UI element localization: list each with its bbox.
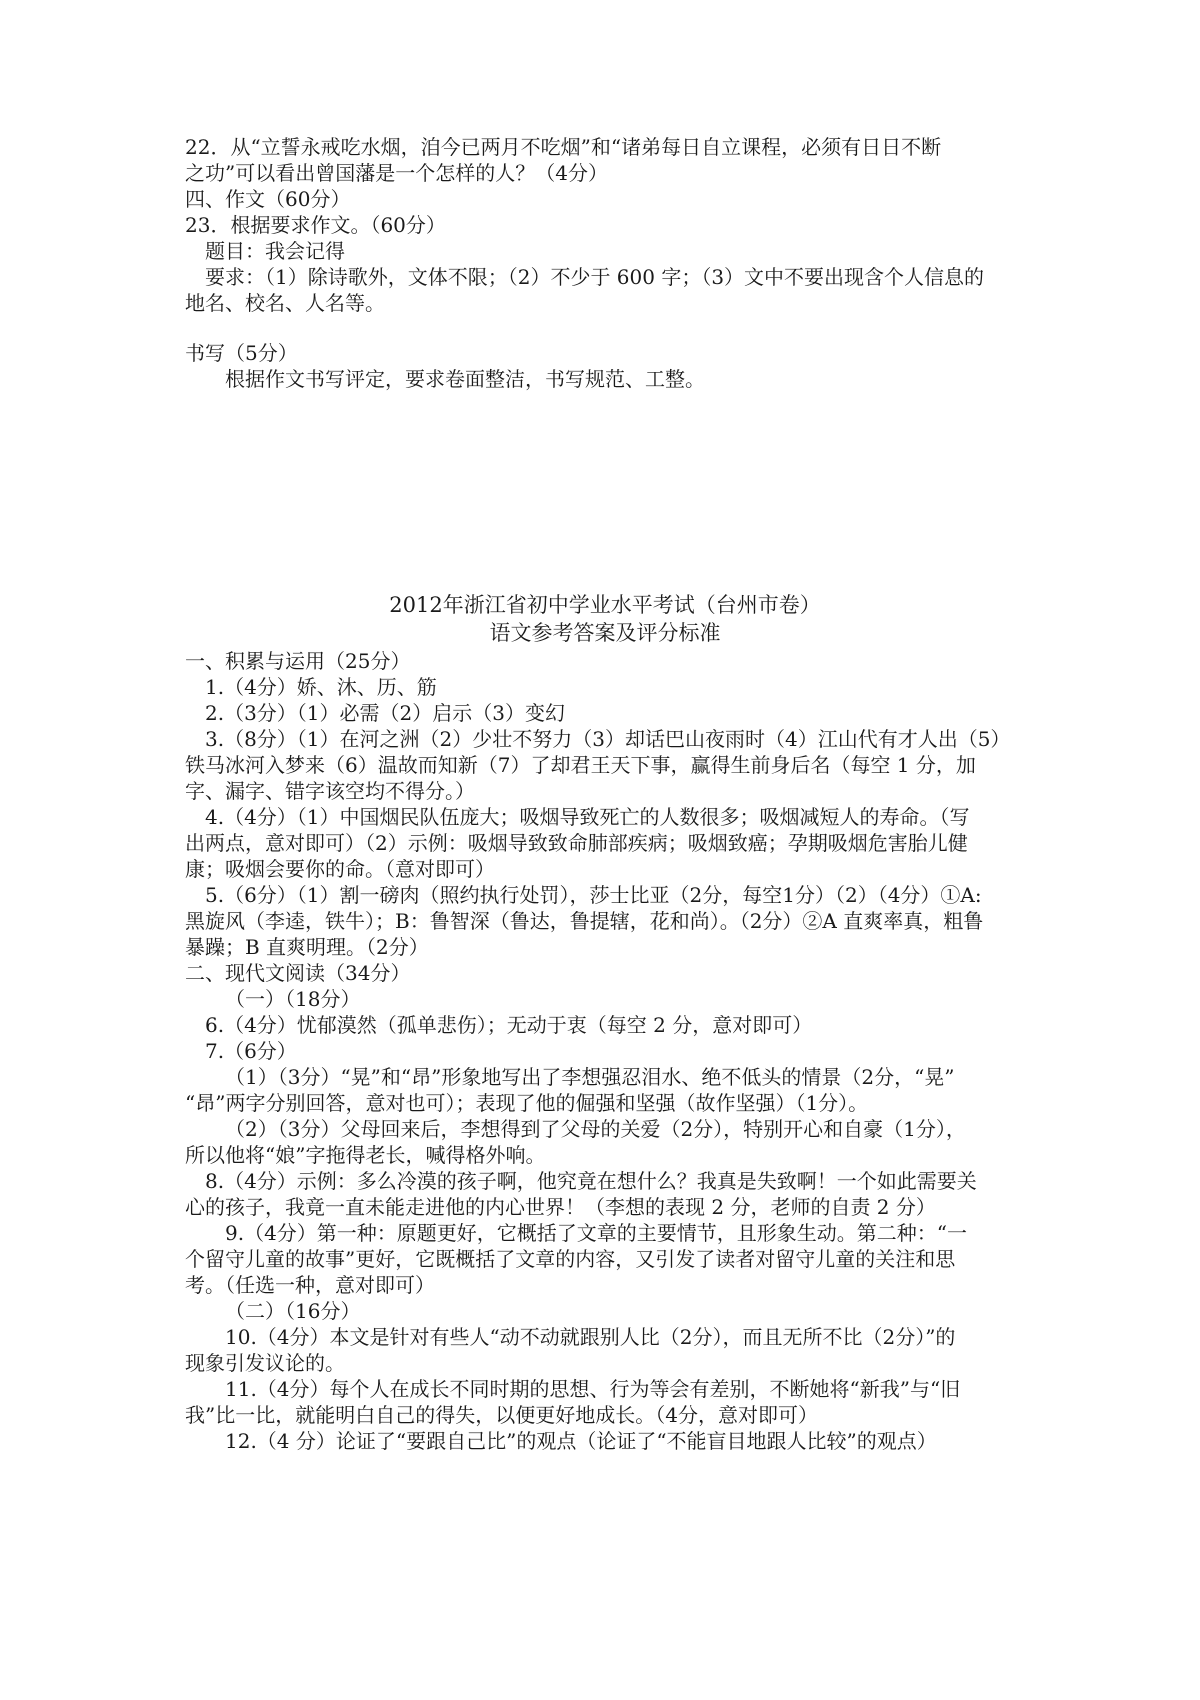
answer-8-line-1: 8.（4分）示例：多么冷漠的孩子啊，他究竟在想什么？我真是失致啊！一个如此需要关 <box>205 1169 977 1193</box>
answer-10-line-1: 10.（4分）本文是针对有些人“动不动就跟别人比（2分），而且无所不比（2分）”的 <box>225 1325 956 1349</box>
answer-7-heading: 7.（6分） <box>205 1039 297 1063</box>
section-one-heading: 一、积累与运用（25分） <box>185 649 411 673</box>
part-two-heading: （二）（16分） <box>225 1299 361 1323</box>
essay-requirement-line-2: 地名、校名、人名等。 <box>185 291 385 315</box>
essay-topic: 题目：我会记得 <box>205 239 345 263</box>
answer-9-line-1: 9.（4分）第一种：原题更好，它概括了文章的主要情节，且形象生动。第二种：“一 <box>225 1221 968 1245</box>
section-four-heading: 四、作文（60分） <box>185 187 351 211</box>
answer-7-1-line-1: （1）（3分）“晃”和“昂”形象地写出了李想强忍泪水、绝不低头的情景（2分，“晃” <box>225 1065 955 1089</box>
answer-key-title: 2012年浙江省初中学业水平考试（台州市卷） <box>389 593 821 617</box>
answer-key-subtitle: 语文参考答案及评分标准 <box>489 621 721 645</box>
answer-4-line-1: 4.（4分）（1）中国烟民队伍庞大；吸烟导致死亡的人数很多；吸烟减短人的寿命。（写 <box>205 805 970 829</box>
answer-9-line-3: 考。（任选一种，意对即可） <box>185 1273 435 1297</box>
answer-9-line-2: 个留守儿童的故事”更好，它既概括了文章的内容，又引发了读者对留守儿童的关注和思 <box>185 1247 956 1271</box>
answer-5-line-1: 5.（6分）（1）割一磅肉（照约执行处罚），莎士比亚（2分，每空1分）（2）（4分）①A: <box>205 883 982 907</box>
handwriting-heading: 书写（5分） <box>185 341 298 365</box>
q22-line-1: 22．从“立誓永戒吃水烟，洎今已两月不吃烟”和“诸弟每日自立课程，必须有日日不断 <box>185 135 942 159</box>
section-two-heading: 二、现代文阅读（34分） <box>185 961 411 985</box>
answer-3-line-2: 铁马冰河入梦来（6）温故而知新（7）了却君王天下事，赢得生前身后名（每空 1 分，加 <box>185 753 976 777</box>
answer-12-line-1: 12.（4 分）论证了“要跟自己比”的观点（论证了“不能盲目地跟人比较”的观点） <box>225 1429 937 1453</box>
answer-4-line-3: 康；吸烟会要你的命。（意对即可） <box>185 857 495 881</box>
answer-10-line-2: 现象引发议论的。 <box>185 1351 345 1375</box>
part-one-heading: （一）（18分） <box>225 987 361 1011</box>
answer-1: 1.（4分）娇、沐、历、筋 <box>205 675 437 699</box>
answer-3-line-1: 3.（8分）（1）在河之洲（2）少壮不努力（3）却话巴山夜雨时（4）江山代有才人出（5） <box>205 727 1011 751</box>
answer-4-line-2: 出两点，意对即可）（2）示例：吸烟导致致命肺部疾病；吸烟致癌；孕期吸烟危害胎儿健 <box>185 831 968 855</box>
answer-7-1-line-2: “昂”两字分别回答，意对也可）；表现了他的倔强和坚强（故作坚强）（1分）。 <box>185 1091 869 1115</box>
answer-11-line-1: 11.（4分）每个人在成长不同时期的思想、行为等会有差别，不断她将“新我”与“旧 <box>225 1377 961 1401</box>
answer-11-line-2: 我”比一比，就能明白自己的得失，以便更好地成长。（4分，意对即可） <box>185 1403 818 1427</box>
handwriting-text: 根据作文书写评定，要求卷面整洁，书写规范、工整。 <box>225 367 705 391</box>
answer-5-line-3: 暴躁；B 直爽明理。（2分） <box>185 935 429 959</box>
q23-heading: 23．根据要求作文。（60分） <box>185 213 446 237</box>
q22-line-2: 之功”可以看出曾国藩是一个怎样的人？（4分） <box>185 161 608 185</box>
answer-8-line-2: 心的孩子，我竟一直未能走进他的内心世界！（李想的表现 2 分，老师的自责 2 分） <box>185 1195 936 1219</box>
answer-3-line-3: 字、漏字、错字该空均不得分。） <box>185 779 475 803</box>
answer-7-2-line-1: （2）（3分）父母回来后，李想得到了父母的关爱（2分），特别开心和自豪（1分）， <box>225 1117 966 1141</box>
answer-7-2-line-2: 所以他将“娘”字拖得老长，喊得格外响。 <box>185 1143 546 1167</box>
essay-requirement-line-1: 要求：（1）除诗歌外，文体不限；（2）不少于 600 字；（3）文中不要出现含个人信息的 <box>205 265 985 289</box>
answer-5-line-2: 黑旋风（李逵，铁牛）；B：鲁智深（鲁达，鲁提辖，花和尚）。（2分）②A 直爽率真，粗鲁 <box>185 909 984 933</box>
answer-2: 2.（3分）（1）必需（2）启示（3）变幻 <box>205 701 565 725</box>
answer-6: 6.（4分）忧郁漠然（孤单悲伤）；无动于衷（每空 2 分，意对即可） <box>205 1013 813 1037</box>
